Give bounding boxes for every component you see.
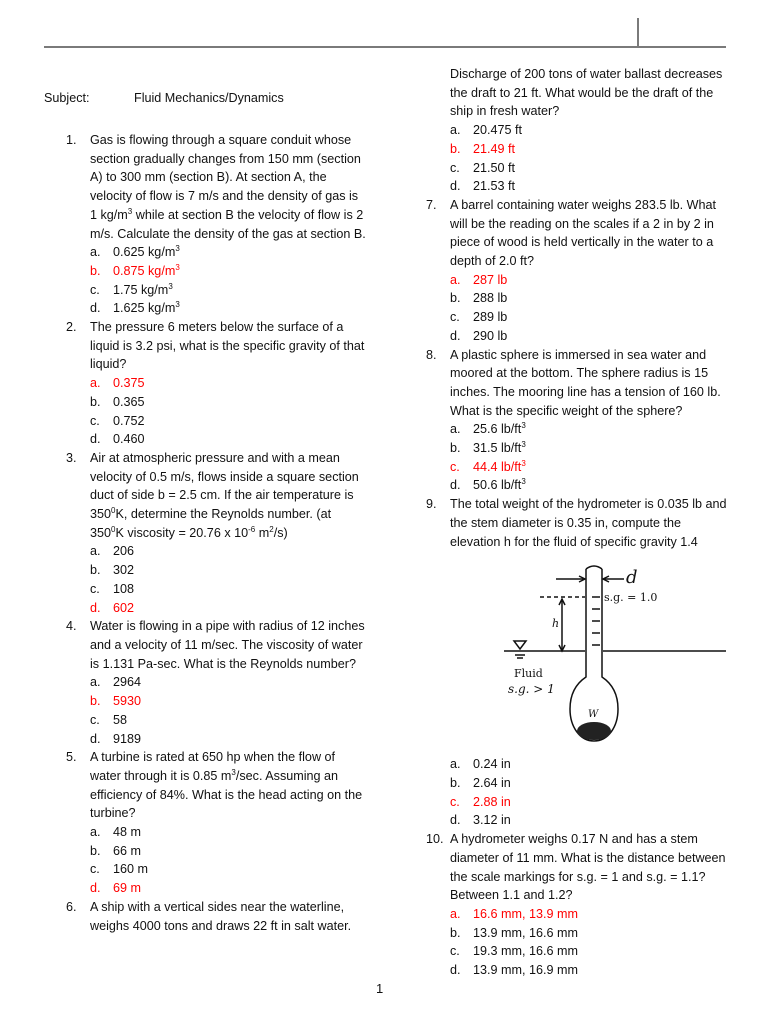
choices (66, 673, 366, 748)
choice-letter: d. (90, 301, 101, 316)
choice-letter: a. (450, 123, 461, 138)
subject-label: Subject: (44, 91, 90, 105)
choice-letter: c. (90, 712, 100, 727)
choice-letter: d. (450, 328, 461, 343)
choice-text: 44.4 $lb/ft^3$ (473, 458, 526, 474)
choice-text: 302 (113, 563, 135, 578)
choice-text: 0.752 (113, 413, 145, 428)
choices (66, 374, 366, 449)
question-text: The pressure 6 meters below the surface of a liquid is 3.2 psi, what is the specific gravity of that liquid? (90, 320, 365, 372)
left-column (66, 131, 366, 935)
choices (426, 420, 730, 495)
choice (66, 243, 366, 262)
question-text: Gas is flowing through a square conduit whose section gradually changes from 150 mm (section A) to 300 mm (section B). At section A, the velocity of flow is 7 m/s and the density of gas is 1 $kg/m^3$ while at section B the velocity of flow is 2 m/s. Calculate the density of the gas at section B. (90, 133, 366, 241)
choices (66, 243, 366, 318)
choice (66, 842, 366, 861)
choice-text: 160 m (113, 862, 149, 877)
choice-text: 3.12 in (473, 813, 511, 828)
choice-text: 0.875 $kg/m^3$ (113, 262, 180, 278)
choice-text: 0.24 in (473, 757, 511, 772)
question-4 (66, 617, 366, 748)
question-number: 4. (66, 619, 77, 634)
choice (426, 420, 730, 439)
choice (66, 542, 366, 561)
ballast-weight (577, 722, 611, 740)
hydrometer-top (586, 566, 602, 569)
hydrometer-figure (496, 557, 736, 753)
choice-letter: b. (90, 694, 101, 709)
choice-text: 602 (113, 600, 135, 615)
choice-text: 9189 (113, 731, 142, 746)
water-level-marker (514, 641, 526, 649)
question-text: Water is flowing in a pipe with radius of 12 inches and a velocity of 11 m/sec. The viscosity of water is 1.131 Pa-sec. What is the Reynolds number? (90, 619, 365, 671)
choice-letter: c. (450, 160, 460, 175)
choice (426, 289, 730, 308)
choice-text: 21.50 ft (473, 160, 516, 175)
choice-text: 5930 (113, 694, 142, 709)
sg1-label: s.g. = 1.0 (604, 591, 658, 605)
question-text: Air at atmospheric pressure and with a mean velocity of 0.5 m/s, flows inside a square section duct of side b = 2.5 cm. If the air temperature is $350^0K$, determine the Reynolds number. (at $350^0K$ viscosity = 20.76 x $10^{-6}$ $m^2/s$) (90, 450, 359, 540)
h-label: h (552, 617, 560, 631)
choice-text: 289 lb (473, 310, 508, 325)
choice-letter: b. (450, 775, 461, 790)
choice-text: 16.6 mm, 13.9 mm (473, 906, 578, 921)
question-6 (66, 898, 366, 935)
choice-letter: c. (450, 310, 460, 325)
choices (66, 542, 366, 617)
choices (426, 755, 730, 830)
choice-text: 1.75 $kg/m^3$ (113, 281, 173, 297)
choice (426, 793, 730, 812)
choice-letter: d. (90, 731, 101, 746)
choice-text: 1.625 $kg/m^3$ (113, 300, 180, 316)
choice-letter: c. (90, 862, 100, 877)
choice (426, 458, 730, 477)
question-number: 5. (66, 750, 77, 765)
choice (66, 730, 366, 749)
choice (66, 673, 366, 692)
choice-letter: b. (450, 925, 461, 940)
subject-line (44, 89, 284, 108)
hydrometer-diagram (496, 557, 736, 753)
choice-letter: a. (90, 675, 101, 690)
choice (426, 271, 730, 290)
choice-text: 288 lb (473, 291, 508, 306)
choices (426, 271, 730, 346)
question-9 (426, 495, 730, 830)
choice (426, 961, 730, 980)
fluid-label: Fluid (514, 667, 543, 681)
question-number: 6. (66, 899, 77, 914)
choice-letter: a. (90, 544, 101, 559)
choice (426, 327, 730, 346)
choice-text: 25.6 $lb/ft^3$ (473, 421, 526, 437)
choice (66, 599, 366, 618)
question-number: 7. (426, 197, 437, 212)
choice (426, 476, 730, 495)
question-7 (426, 196, 730, 346)
choice (426, 159, 730, 178)
choice-text: 31.5 $lb/ft^3$ (473, 440, 526, 456)
choice-letter: d. (450, 813, 461, 828)
choice (426, 755, 730, 774)
choice (426, 942, 730, 961)
choice-letter: a. (450, 272, 461, 287)
choice (66, 412, 366, 431)
choice-text: 2.88 in (473, 794, 511, 809)
choice-text: 2964 (113, 675, 142, 690)
choice-letter: c. (90, 282, 100, 297)
choice (426, 177, 730, 196)
choice-text: 48 m (113, 825, 141, 840)
question-5 (66, 748, 366, 898)
choice (66, 281, 366, 300)
choice-letter: b. (450, 441, 461, 456)
subject-value: Fluid Mechanics/Dynamics (134, 91, 284, 105)
choice-letter: c. (450, 794, 460, 809)
choice-letter: d. (450, 179, 461, 194)
header-rule (44, 46, 726, 48)
question-3 (66, 449, 366, 617)
choice-letter: d. (90, 600, 101, 615)
choice-letter: d. (90, 432, 101, 447)
sg2-label: s.g. > 1 (508, 682, 555, 697)
question-text: The total weight of the hydrometer is 0.035 lb and the stem diameter is 0.35 in, compute the elevation h for the fluid of specific gravity 1.4 (450, 497, 727, 549)
question-number: 1. (66, 133, 77, 147)
choice-letter: a. (90, 825, 101, 840)
choice-letter: b. (450, 141, 461, 156)
choice-letter: c. (90, 413, 100, 428)
question-text: A ship with a vertical sides near the waterline, weighs 4000 tons and draws 22 ft in salt water. (90, 899, 352, 933)
question-number: 8. (426, 347, 437, 362)
question-number: 2. (66, 320, 77, 335)
choice (66, 561, 366, 580)
question-number: 3. (66, 450, 77, 465)
choice-text: 290 lb (473, 328, 508, 343)
w-label: W (588, 709, 599, 721)
choice (426, 811, 730, 830)
choice-text: 0.625 $kg/m^3$ (113, 244, 180, 260)
question-text: A barrel containing water weighs 283.5 lb. What will be the reading on the scales if a 2 in by 2 in piece of wood is held vertically in the water to a depth of 2.0 ft? (450, 197, 717, 269)
choice-letter: b. (90, 394, 101, 409)
choice-letter: a. (450, 906, 461, 921)
question-8 (426, 346, 730, 496)
choice-text: 287 lb (473, 272, 508, 287)
choice-letter: c. (450, 944, 460, 959)
page-number: 1 (376, 981, 384, 996)
choice (66, 860, 366, 879)
choice-text: 13.9 mm, 16.9 mm (473, 963, 578, 978)
choice (426, 905, 730, 924)
header-rule-tick (637, 18, 639, 47)
question-2 (66, 318, 366, 449)
choice-text: 50.6 $lb/ft^3$ (473, 477, 526, 493)
d-label: d (626, 567, 638, 589)
question-10 (426, 830, 730, 980)
choice (66, 374, 366, 393)
choice-letter: b. (450, 291, 461, 306)
choice (426, 121, 730, 140)
question-number: 10. (426, 832, 444, 847)
choice-letter: d. (450, 963, 461, 978)
choice-text: 0.375 (113, 376, 145, 391)
choice-text: 2.64 in (473, 775, 511, 790)
choice-text: 58 (113, 712, 128, 727)
choice-text: 19.3 mm, 16.6 mm (473, 944, 578, 959)
choice (66, 692, 366, 711)
choice-letter: c. (90, 581, 100, 596)
choice (426, 308, 730, 327)
choices (426, 121, 730, 196)
choice-text: 69 m (113, 881, 141, 896)
choice-text: 21.49 ft (473, 141, 516, 156)
choice-text: 0.365 (113, 394, 145, 409)
choice (66, 711, 366, 730)
choice (426, 774, 730, 793)
choice-text: 108 (113, 581, 135, 596)
question-6-continued (426, 65, 730, 196)
choice-letter: d. (450, 478, 461, 493)
question-text: A plastic sphere is immersed in sea water and moored at the bottom. The sphere radius is 15 inches. The mooring line has a tension of 160 lb. What is the specific weight of the sphere? (450, 347, 721, 418)
choice-letter: a. (90, 376, 101, 391)
choice-text: 21.53 ft (473, 179, 516, 194)
choice-text: 66 m (113, 843, 141, 858)
choice-text: 20.475 ft (473, 123, 523, 138)
choice (66, 393, 366, 412)
choice (66, 430, 366, 449)
choice-letter: b. (90, 843, 101, 858)
choice (66, 823, 366, 842)
question-1 (66, 131, 366, 318)
choice-letter: b. (90, 563, 101, 578)
question-number: 9. (426, 497, 437, 512)
choice (66, 262, 366, 281)
choice-text: 0.460 (113, 432, 145, 447)
choice-text: 206 (113, 544, 135, 559)
choice (66, 879, 366, 898)
choice (426, 924, 730, 943)
choice (426, 140, 730, 159)
choice (66, 299, 366, 318)
choices (426, 905, 730, 980)
choice-letter: a. (90, 245, 101, 260)
question-text: Discharge of 200 tons of water ballast decreases the draft to 21 ft. What would be the draft of the ship in fresh water? (450, 67, 723, 119)
choice (426, 439, 730, 458)
choice-letter: b. (90, 263, 101, 278)
choice-text: 13.9 mm, 16.6 mm (473, 925, 578, 940)
choice-letter: a. (450, 422, 461, 437)
choice-letter: c. (450, 459, 460, 474)
question-text: A hydrometer weighs 0.17 N and has a stem diameter of 11 mm. What is the distance between the scale markings for s.g. = 1 and s.g. = 1.1? Between 1.1 and 1.2? (450, 832, 726, 903)
question-text: A turbine is rated at 650 hp when the flow of water through it is 0.85 $m^3/\sec$. Assuming an efficiency of 84%. What is the head acting on the turbine? (90, 750, 363, 821)
choices (66, 823, 366, 898)
choice-letter: a. (450, 757, 461, 772)
choice-letter: d. (90, 881, 101, 896)
right-column (426, 65, 730, 980)
choice (66, 580, 366, 599)
